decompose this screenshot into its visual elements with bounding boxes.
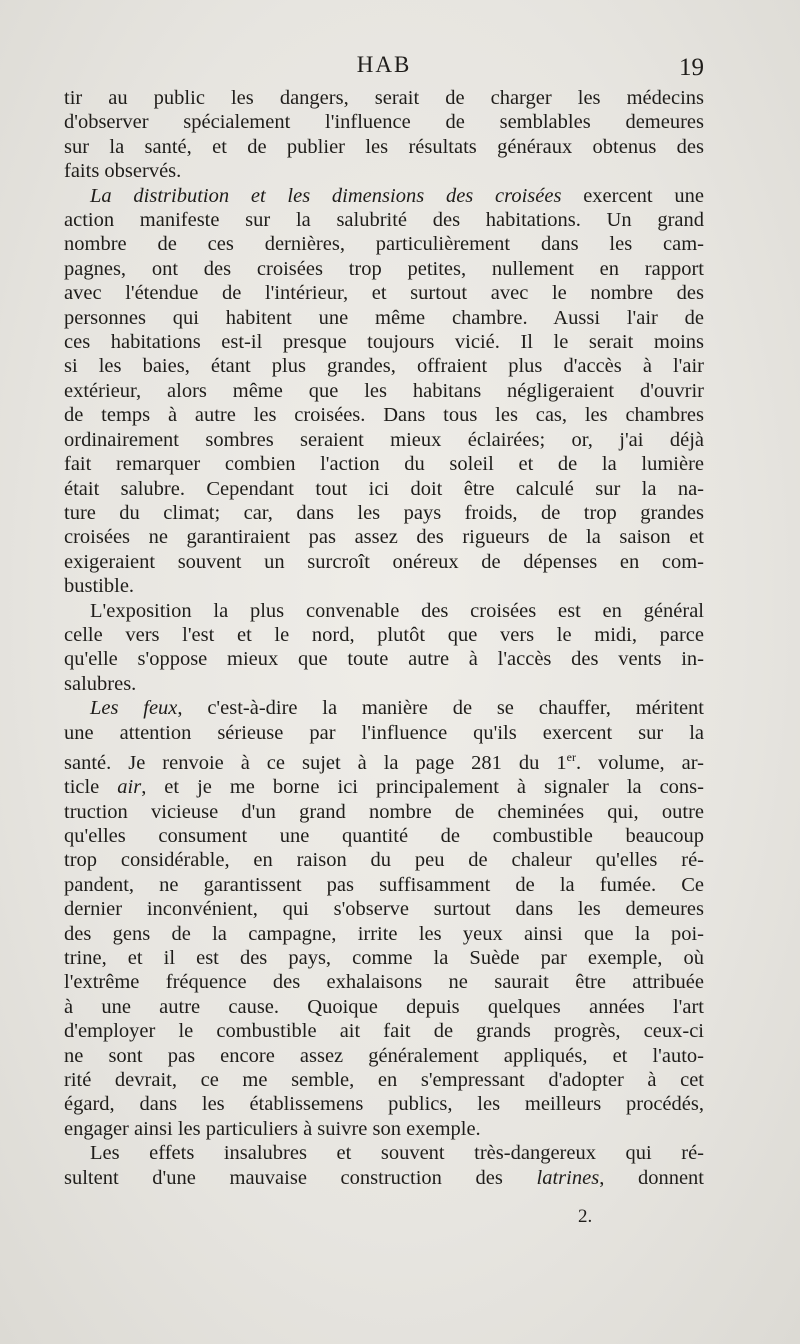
text-line: l'extrême fréquence des exhalaisons ne saurait être attribuée	[64, 971, 704, 994]
text-line: avec l'étendue de l'intérieur, et surtout avec le nombre des	[64, 282, 704, 305]
text-line: trine, et il est des pays, comme la Suède par exemple, où	[64, 947, 704, 970]
text-line: rité devrait, ce me semble, en s'empressant d'adopter à cet	[64, 1069, 704, 1092]
paragraph-4	[64, 696, 704, 1141]
text-line: des gens de la campagne, irrite les yeux ainsi que la poi-	[64, 922, 704, 945]
text-line: d'observer spécialement l'influence de semblables demeures	[64, 111, 704, 134]
text-line: extérieur, alors même que les habitans négligeraient d'ouvrir	[64, 379, 704, 402]
text-line: ture du climat; car, dans les pays froids, de trop grandes	[64, 501, 704, 524]
text-line: qu'elles consument une quantité de combustible beaucoup	[64, 825, 704, 848]
text-line: à une autre cause. Quoique depuis quelques années l'art	[64, 995, 704, 1018]
running-head: HAB	[356, 52, 412, 77]
page-header	[64, 50, 704, 84]
page-number: 19	[679, 54, 704, 81]
text-line: qu'elle s'oppose mieux que toute autre à l'accès des vents in-	[64, 648, 704, 671]
text-line: croisées ne garantiraient pas assez des rigueurs de la saison et	[64, 526, 704, 549]
text-line: d'employer le combustible ait fait de grands progrès, ceux-ci	[64, 1020, 704, 1043]
paragraph-5	[64, 1141, 704, 1190]
text-line-italic-lead: La distribution et les dimensions des croisées exercent une	[90, 184, 704, 207]
signature-mark: 2.	[578, 1206, 593, 1227]
text-line: trop considérable, en raison du peu de chaleur qu'elles ré-	[64, 849, 704, 872]
text-line: santé. Je renvoie à ce sujet à la page 281 du 1er. volume, ar-	[64, 749, 704, 774]
text-line: celle vers l'est et le nord, plutôt que vers le midi, parce	[64, 623, 704, 646]
text-line: L'exposition la plus convenable des croisées est en général	[90, 599, 704, 622]
text-line: sultent d'une mauvaise construction des latrines, donnent	[64, 1166, 705, 1189]
text-line: de temps à autre les croisées. Dans tous les cas, les chambres	[64, 404, 704, 427]
text-line: une attention sérieuse par l'influence qu'ils exercent sur la	[64, 721, 704, 744]
text-line: pandent, ne garantissent pas suffisamment de la fumée. Ce	[64, 873, 704, 896]
text-line: ordinairement sombres seraient mieux éclairées; or, j'ai déjà	[64, 428, 704, 451]
text-line: ticle air, et je me borne ici principalement à signaler la cons-	[64, 776, 704, 799]
paragraph-2	[64, 184, 704, 599]
text-line: si les baies, étant plus grandes, offraient plus d'accès à l'air	[64, 355, 704, 378]
text-line: Les feux, c'est-à-dire la manière de se chauffer, méritent	[90, 697, 704, 720]
text-line: ces habitations est-il presque toujours vicié. Il le serait moins	[64, 331, 704, 354]
body-text	[64, 86, 704, 1190]
text-line: fait remarquer combien l'action du soleil et de la lumière	[64, 453, 704, 476]
text-line: action manifeste sur la salubrité des habitations. Un grand	[64, 209, 704, 232]
italic-phrase: La distribution et les dimensions des croisées	[90, 184, 562, 207]
text-line: Les effets insalubres et souvent très-dangereux qui ré-	[90, 1142, 704, 1165]
text-line: truction vicieuse d'un grand nombre de cheminées qui, outre	[64, 800, 704, 823]
text-line: dernier inconvénient, qui s'observe surtout dans les demeures	[64, 898, 704, 921]
text-line: tir au public les dangers, serait de charger les médecins	[64, 87, 704, 109]
text-line: ne sont pas encore assez généralement appliqués, et l'auto-	[64, 1044, 704, 1067]
paragraph-3	[64, 599, 704, 697]
text-line: engager ainsi les particuliers à suivre son exemple.	[64, 1117, 481, 1140]
text-line: sur la santé, et de publier les résultats généraux obtenus des	[64, 135, 704, 158]
text-line: pagnes, ont des croisées trop petites, nullement en rapport	[64, 257, 704, 280]
text-line: personnes qui habitent une même chambre. Aussi l'air de	[64, 306, 704, 329]
text-line: était salubre. Cependant tout ici doit être calculé sur la na-	[64, 477, 704, 500]
text-line: bustible.	[64, 575, 135, 598]
text-line: égard, dans les établissemens publics, les meilleurs procédés,	[64, 1093, 704, 1116]
text-line: salubres.	[64, 672, 137, 695]
text-line: faits observés.	[64, 160, 182, 183]
text-line: nombre de ces dernières, particulièrement dans les cam-	[64, 233, 704, 256]
text-line: exigeraient souvent un surcroît onéreux de dépenses en com-	[64, 550, 704, 573]
paragraph-1	[64, 86, 704, 184]
